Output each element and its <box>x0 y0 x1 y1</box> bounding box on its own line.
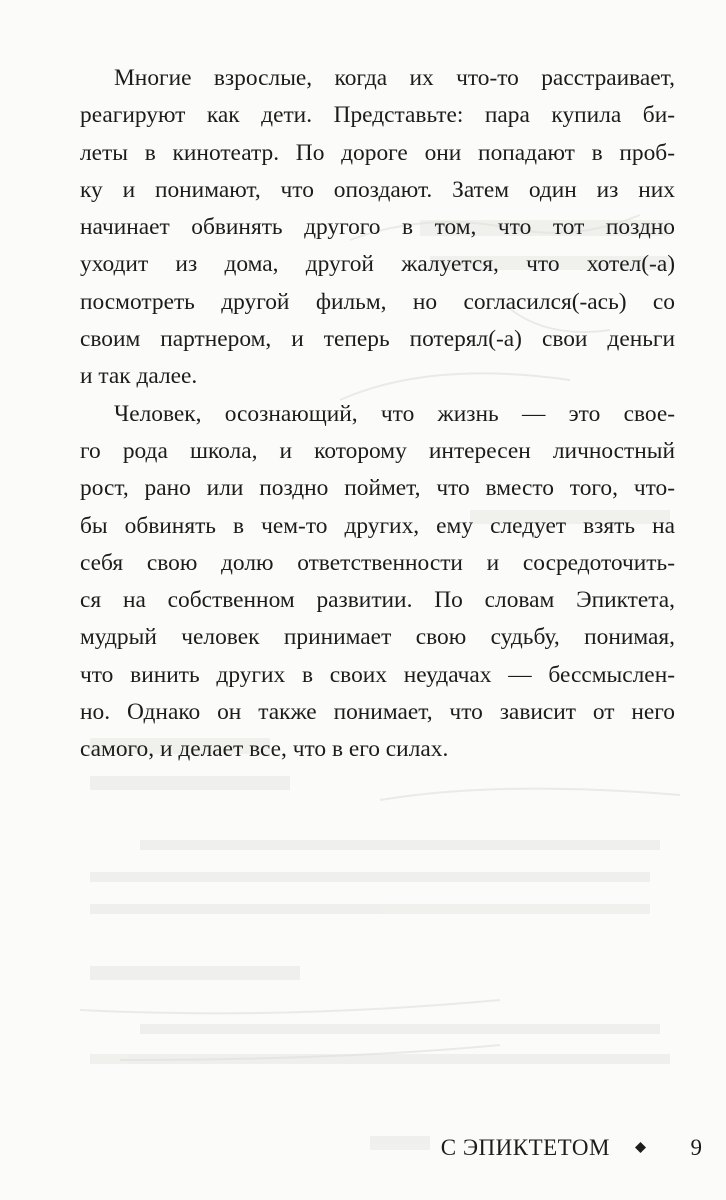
text-line: но. Однако он также понимает, что зависит от него <box>80 699 675 726</box>
text-line: посмотреть другой фильм, но согласился(-ась) со <box>80 288 675 315</box>
text-line: себя свою долю ответственности и сосредоточить- <box>80 549 675 576</box>
text-line: уходит из дома, другой жалуется, что хотел(-а) <box>80 251 675 278</box>
diamond-icon <box>635 1142 646 1153</box>
paragraph-1 <box>80 60 675 396</box>
text-line: бы обвинять в чем-то других, ему следует взять на <box>80 512 675 539</box>
text-line: реагируют как дети. Представьте: пара купила би- <box>80 102 675 129</box>
text-line: что винить других в своих неудачах — бессмыслен- <box>80 661 675 688</box>
page-number: 9 <box>690 1135 702 1160</box>
text-line: мудрый человек принимает свою судьбу, понимая, <box>80 624 675 651</box>
text-line: и так далее. <box>80 363 198 390</box>
text-line: ся на собственном развитии. По словам Эпиктета, <box>80 587 675 614</box>
body-text <box>80 60 675 769</box>
page-footer <box>0 1130 726 1166</box>
text-line: Многие взрослые, когда их что-то расстраивает, <box>114 65 675 91</box>
text-line: своим партнером, и теперь потерял(-а) свои деньги <box>80 326 675 353</box>
text-line: начинает обвинять другого в том, что тот поздно <box>80 214 675 241</box>
paragraph-2 <box>80 396 675 769</box>
text-line: рост, рано или поздно поймет, что вместо того, что- <box>80 475 675 502</box>
text-line: ку и понимают, что опоздают. Затем один из них <box>80 176 675 203</box>
text-line: леты в кинотеатр. По дороге они попадают в проб- <box>80 139 675 166</box>
text-line: Человек, осознающий, что жизнь — это свое- <box>114 400 675 427</box>
text-line: го рода школа, и которому интересен личностный <box>80 437 675 464</box>
running-head: С ЭПИКТЕТОМ <box>440 1135 610 1160</box>
text-line: самого, и делает все, что в его силах. <box>80 736 449 763</box>
